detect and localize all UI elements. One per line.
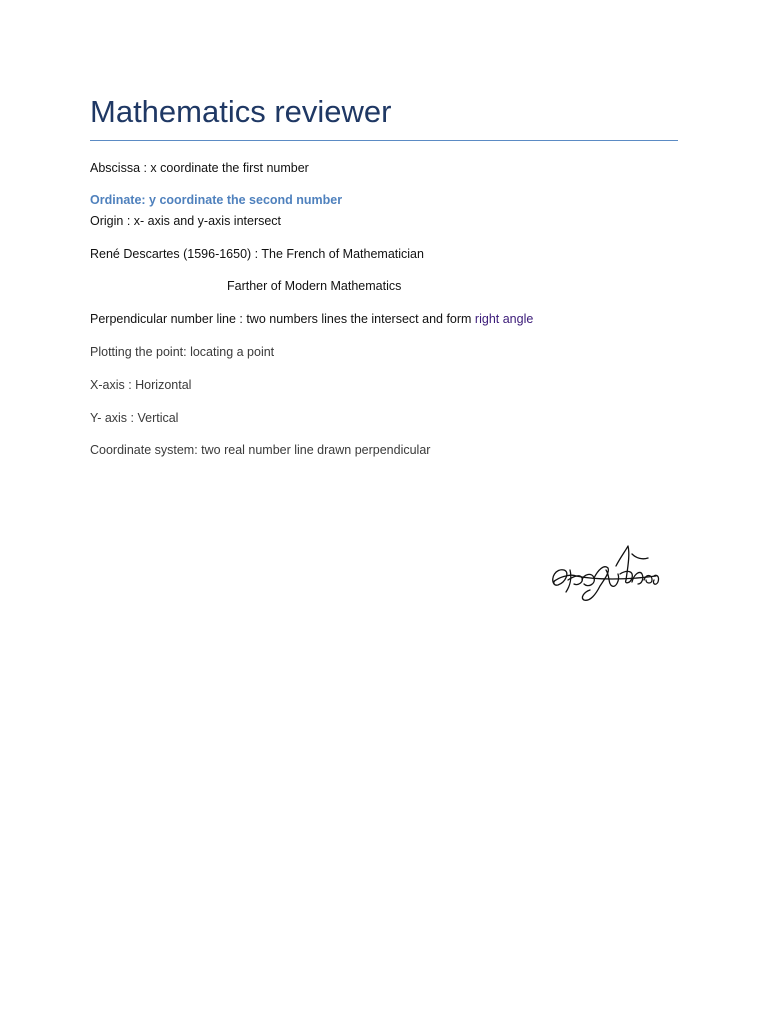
perpendicular-text: Perpendicular number line : two numbers lines the intersect and form [90, 312, 475, 326]
ordinate-line: Ordinate: y coordinate the second number [90, 193, 343, 207]
descartes-note-line: Farther of Modern Mathematics [227, 279, 402, 293]
perpendicular-line [90, 312, 533, 326]
y-axis-line: Y- axis : Vertical [90, 411, 179, 425]
descartes-line: René Descartes (1596-1650) : The French of Mathematician [90, 247, 424, 261]
abscissa-line: Abscissa : x coordinate the first number [90, 161, 309, 175]
origin-line: Origin : x- axis and y-axis intersect [90, 214, 282, 228]
handwritten-signature [546, 540, 662, 606]
x-axis-line: X-axis : Horizontal [90, 378, 192, 392]
right-angle-highlight: right angle [474, 312, 534, 326]
coordinate-system-line: Coordinate system: two real number line drawn perpendicular [90, 443, 431, 457]
page-title: Mathematics reviewer [90, 94, 392, 129]
plotting-line: Plotting the point: locating a point [90, 345, 275, 359]
title-divider [90, 140, 678, 141]
